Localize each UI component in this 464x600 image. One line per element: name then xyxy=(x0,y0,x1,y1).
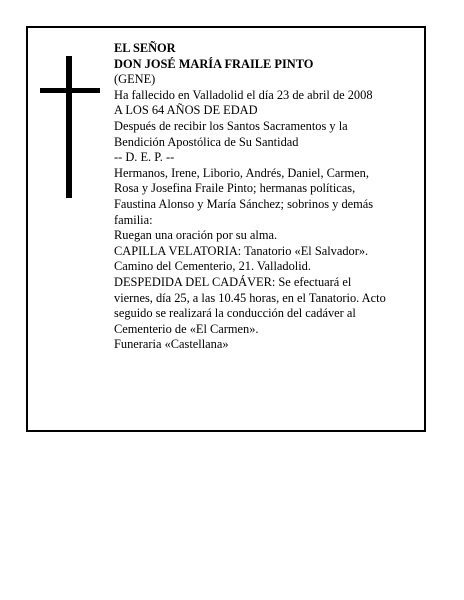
farewell-line-3: seguido se realizará la conducción del cadáver al xyxy=(114,306,356,321)
chapel-line-2: Camino del Cementerio, 21. Valladolid. xyxy=(114,259,311,274)
farewell-line-1: DESPEDIDA DEL CADÁVER: Se efectuará el xyxy=(114,274,352,289)
cross-horizontal-bar xyxy=(40,88,100,93)
sacraments-line-1: Después de recibir los Santos Sacramentos y la xyxy=(114,118,348,133)
family-line-3: Faustina Alonso y María Sánchez; sobrinos y demás xyxy=(114,196,374,211)
death-statement: Ha fallecido en Valladolid el día 23 de abril de 2008 xyxy=(114,87,373,102)
obituary-notice xyxy=(26,26,426,432)
farewell-line-2: viernes, día 25, a las 10.45 horas, en el Tanatorio. Acto xyxy=(114,290,386,305)
prayer-line: Ruegan una oración por su alma. xyxy=(114,228,278,243)
family-line-2: Rosa y Josefina Fraile Pinto; hermanas políticas, xyxy=(114,181,356,196)
family-line-1: Hermanos, Irene, Liborio, Andrés, Daniel, Carmen, xyxy=(114,165,369,180)
cross-vertical-bar xyxy=(66,56,72,198)
age-statement: A LOS 64 AÑOS DE EDAD xyxy=(114,103,258,118)
sacraments-line-2: Bendición Apostólica de Su Santidad xyxy=(114,134,299,149)
funeral-home: Funeraria «Castellana» xyxy=(114,337,229,352)
notice-text xyxy=(114,41,419,353)
notice-title: EL SEÑOR xyxy=(114,41,176,55)
latin-cross-icon xyxy=(40,56,100,198)
rip-line: -- D. E. P. -- xyxy=(114,150,175,165)
family-line-4: familia: xyxy=(114,212,153,227)
deceased-name: DON JOSÉ MARÍA FRAILE PINTO xyxy=(114,56,314,71)
chapel-line-1: CAPILLA VELATORIA: Tanatorio «El Salvador». xyxy=(114,243,369,258)
deceased-nickname: (GENE) xyxy=(114,72,156,87)
farewell-line-4: Cementerio de «El Carmen». xyxy=(114,321,259,336)
